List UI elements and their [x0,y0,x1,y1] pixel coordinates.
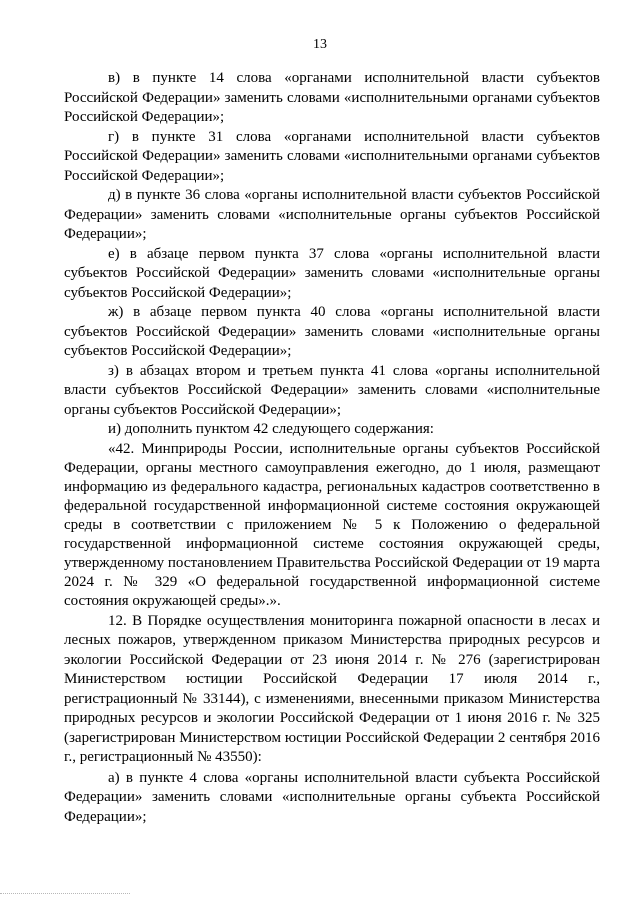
paragraph-g: г) в пункте 31 слова «органами исполнительной власти субъектов Российской Федерации» заменить словами «исполнительными органами субъектов Российской Федерации»; [64,128,600,184]
paragraph-d: д) в пункте 36 слова «органы исполнительной власти субъектов Российской Федерации» заменить словами «исполнительные органы субъектов Российской Федерации»; [64,187,600,242]
scan-edge-mark [0,893,130,895]
paragraph-item-42: «42. Минприроды России, исполнительные органы субъектов Российской Федерации, органы местного самоуправления ежегодно, до 1 июля, размещают информацию из федерального кадастра, региональных кадастров соответственно в федеральной государственной информационной системе состояния окружающей среды в соответствии с приложением № 5 к Положению о федеральной государственной информационной системе состояния окружающей среды, утвержденному постановлением Правительства Российской Федерации от 19 марта 2024 г. № 329 «О федеральной государственной информационной системе состояния окружающей среды».». [64,440,600,609]
paragraph-e: е) в абзаце первом пункта 37 слова «органы исполнительной власти субъектов Российской Федерации» заменить словами «исполнительные органы субъектов Российской Федерации»; [64,245,600,301]
paragraph-zh: ж) в абзаце первом пункта 40 слова «органы исполнительной власти субъектов Российской Федерации» заменить словами «исполнительные органы субъектов Российской Федерации»; [64,304,600,359]
paragraph-z: з) в абзацах втором и третьем пункта 41 слова «органы исполнительной власти субъектов Российской Федерации» заменить словами «исполнительные органы субъектов Российской Федерации»; [64,362,600,418]
document-body [64,69,600,827]
paragraph-v: в) в пункте 14 слова «органами исполнительной власти субъектов Российской Федерации» заменить словами «исполнительными органами субъектов Российской Федерации»; [64,70,600,125]
paragraph-a: а) в пункте 4 слова «органы исполнительной власти субъекта Российской Федерации» заменить словами «исполнительные органы субъекта Российской Федерации»; [64,769,600,825]
paragraph-12: 12. В Порядке осуществления мониторинга пожарной опасности в лесах и лесных пожаров, утвержденном приказом Министерства природных ресурсов и экологии Российской Федерации от 23 июня 2014 г. № 276 (зарегистрирован Министерством юстиции Российской Федерации 17 июля 2014 г., регистрационный № 33144), с изменениями, внесенными приказом Министерства природных ресурсов и экологии Российской Федерации от 1 июня 2016 г. № 325 (зарегистрирован Министерством юстиции Российской Федерации 2 сентября 2016 г., регистрационный № 43550): [64,612,600,765]
paragraph-i: и) дополнить пунктом 42 следующего содержания: [108,421,434,437]
page-number: 13 [313,37,327,52]
